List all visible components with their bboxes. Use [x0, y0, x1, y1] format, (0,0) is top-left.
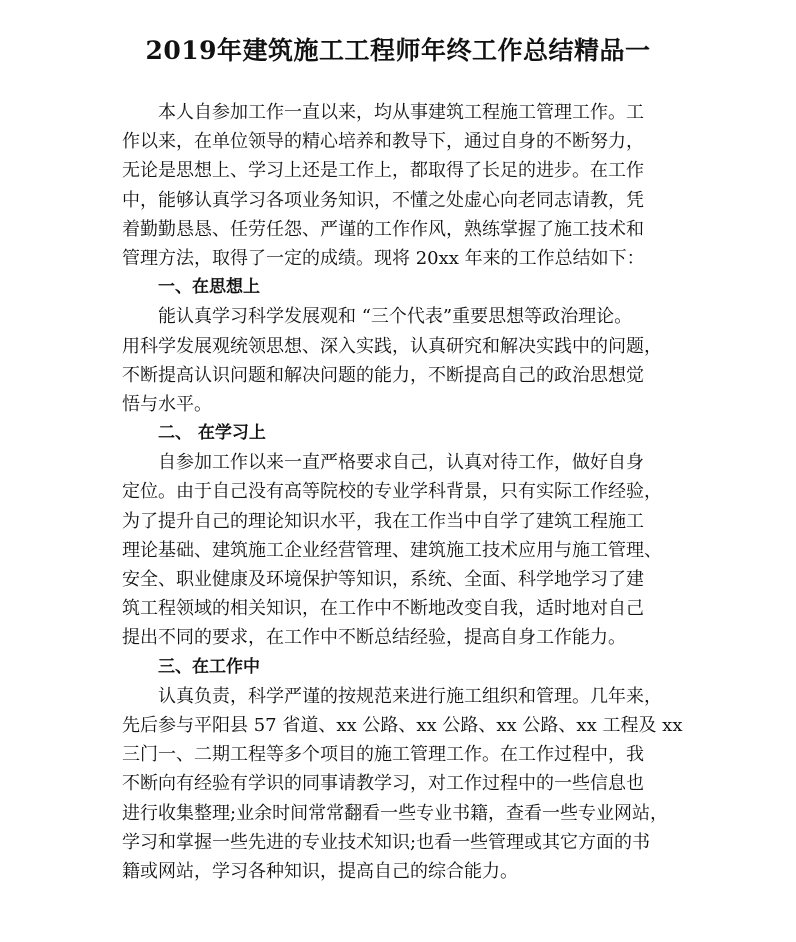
paragraph-line: 作以来，在单位领导的精心培养和教导下，通过自身的不断努力，	[122, 131, 644, 153]
paragraph-line: 定位。由于自己没有高等院校的专业学科背景，只有实际工作经验，	[122, 481, 662, 503]
paragraph-line: 管理方法，取得了一定的成绩。现将 20xx 年来的工作总结如下：	[122, 247, 645, 269]
paragraph-line: 用科学发展观统领思想、深入实践，认真研究和解决实践中的问题，	[122, 335, 662, 357]
paragraph-line: 为了提升自己的理论知识水平，我在工作当中自学了建筑工程施工	[122, 510, 644, 532]
paragraph-line: 不断提高认识问题和解决问题的能力，不断提高自己的政治思想觉	[122, 364, 644, 386]
paragraph-line: 学习和掌握一些先进的专业技术知识;也看一些管理或其它方面的书	[122, 831, 651, 853]
paragraph-line: 安全、职业健康及环境保护等知识，系统、全面、科学地学习了建	[122, 569, 644, 590]
paragraph-line: 着勤勤恳恳、任劳任怨、严谨的工作作风，熟练掌握了施工技术和	[122, 218, 644, 240]
paragraph-line: 理论基础、建筑施工企业经营管理、建筑施工技术应用与施工管理、	[122, 539, 662, 561]
paragraph-line: 悟与水平。	[122, 393, 212, 415]
paragraph-line: 先后参与平阳县 57 省道、xx 公路、xx 公路、xx 公路、xx 工程及 xx	[122, 714, 683, 736]
paragraph-line: 自参加工作以来一直严格要求自己，认真对待工作，做好自身	[158, 452, 644, 474]
paragraph-line: 进行收集整理;业余时间常常翻看一些专业书籍，查看一些专业网站，	[122, 802, 669, 824]
paragraph-line: 本人自参加工作一直以来，均从事建筑工程施工管理工作。工	[158, 102, 644, 123]
section-heading-study: 二、 在学习上	[158, 423, 266, 444]
paragraph-line: 无论是思想上、学习上还是工作上，都取得了长足的进步。在工作	[122, 160, 644, 182]
paragraph-line: 不断向有经验有学识的同事请教学习，对工作过程中的一些信息也	[122, 773, 644, 795]
section-heading-work: 三、在工作中	[158, 656, 260, 677]
paragraph-line: 筑工程领域的相关知识，在工作中不断地改变自我，适时地对自己	[122, 598, 644, 620]
section-heading-thought: 一、在思想上	[158, 277, 260, 298]
document-body	[122, 98, 692, 886]
paragraph-line: 认真负责，科学严谨的按规范来进行施工组织和管理。几年来，	[158, 685, 662, 707]
paragraph-line: 中，能够认真学习各项业务知识，不懂之处虚心向老同志请教，凭	[122, 189, 644, 211]
paragraph-line: 能认真学习科学发展观和 “三个代表”重要思想等政治理论。	[158, 306, 633, 328]
paragraph-line: 籍或网站，学习各种知识，提高自己的综合能力。	[122, 860, 518, 882]
paragraph-line: 提出不同的要求，在工作中不断总结经验，提高自身工作能力。	[122, 627, 626, 649]
document-title: 2019年建筑施工工程师年终工作总结精品一	[145, 36, 651, 65]
paragraph-line: 三门一、二期工程等多个项目的施工管理工作。在工作过程中，我	[122, 744, 644, 766]
